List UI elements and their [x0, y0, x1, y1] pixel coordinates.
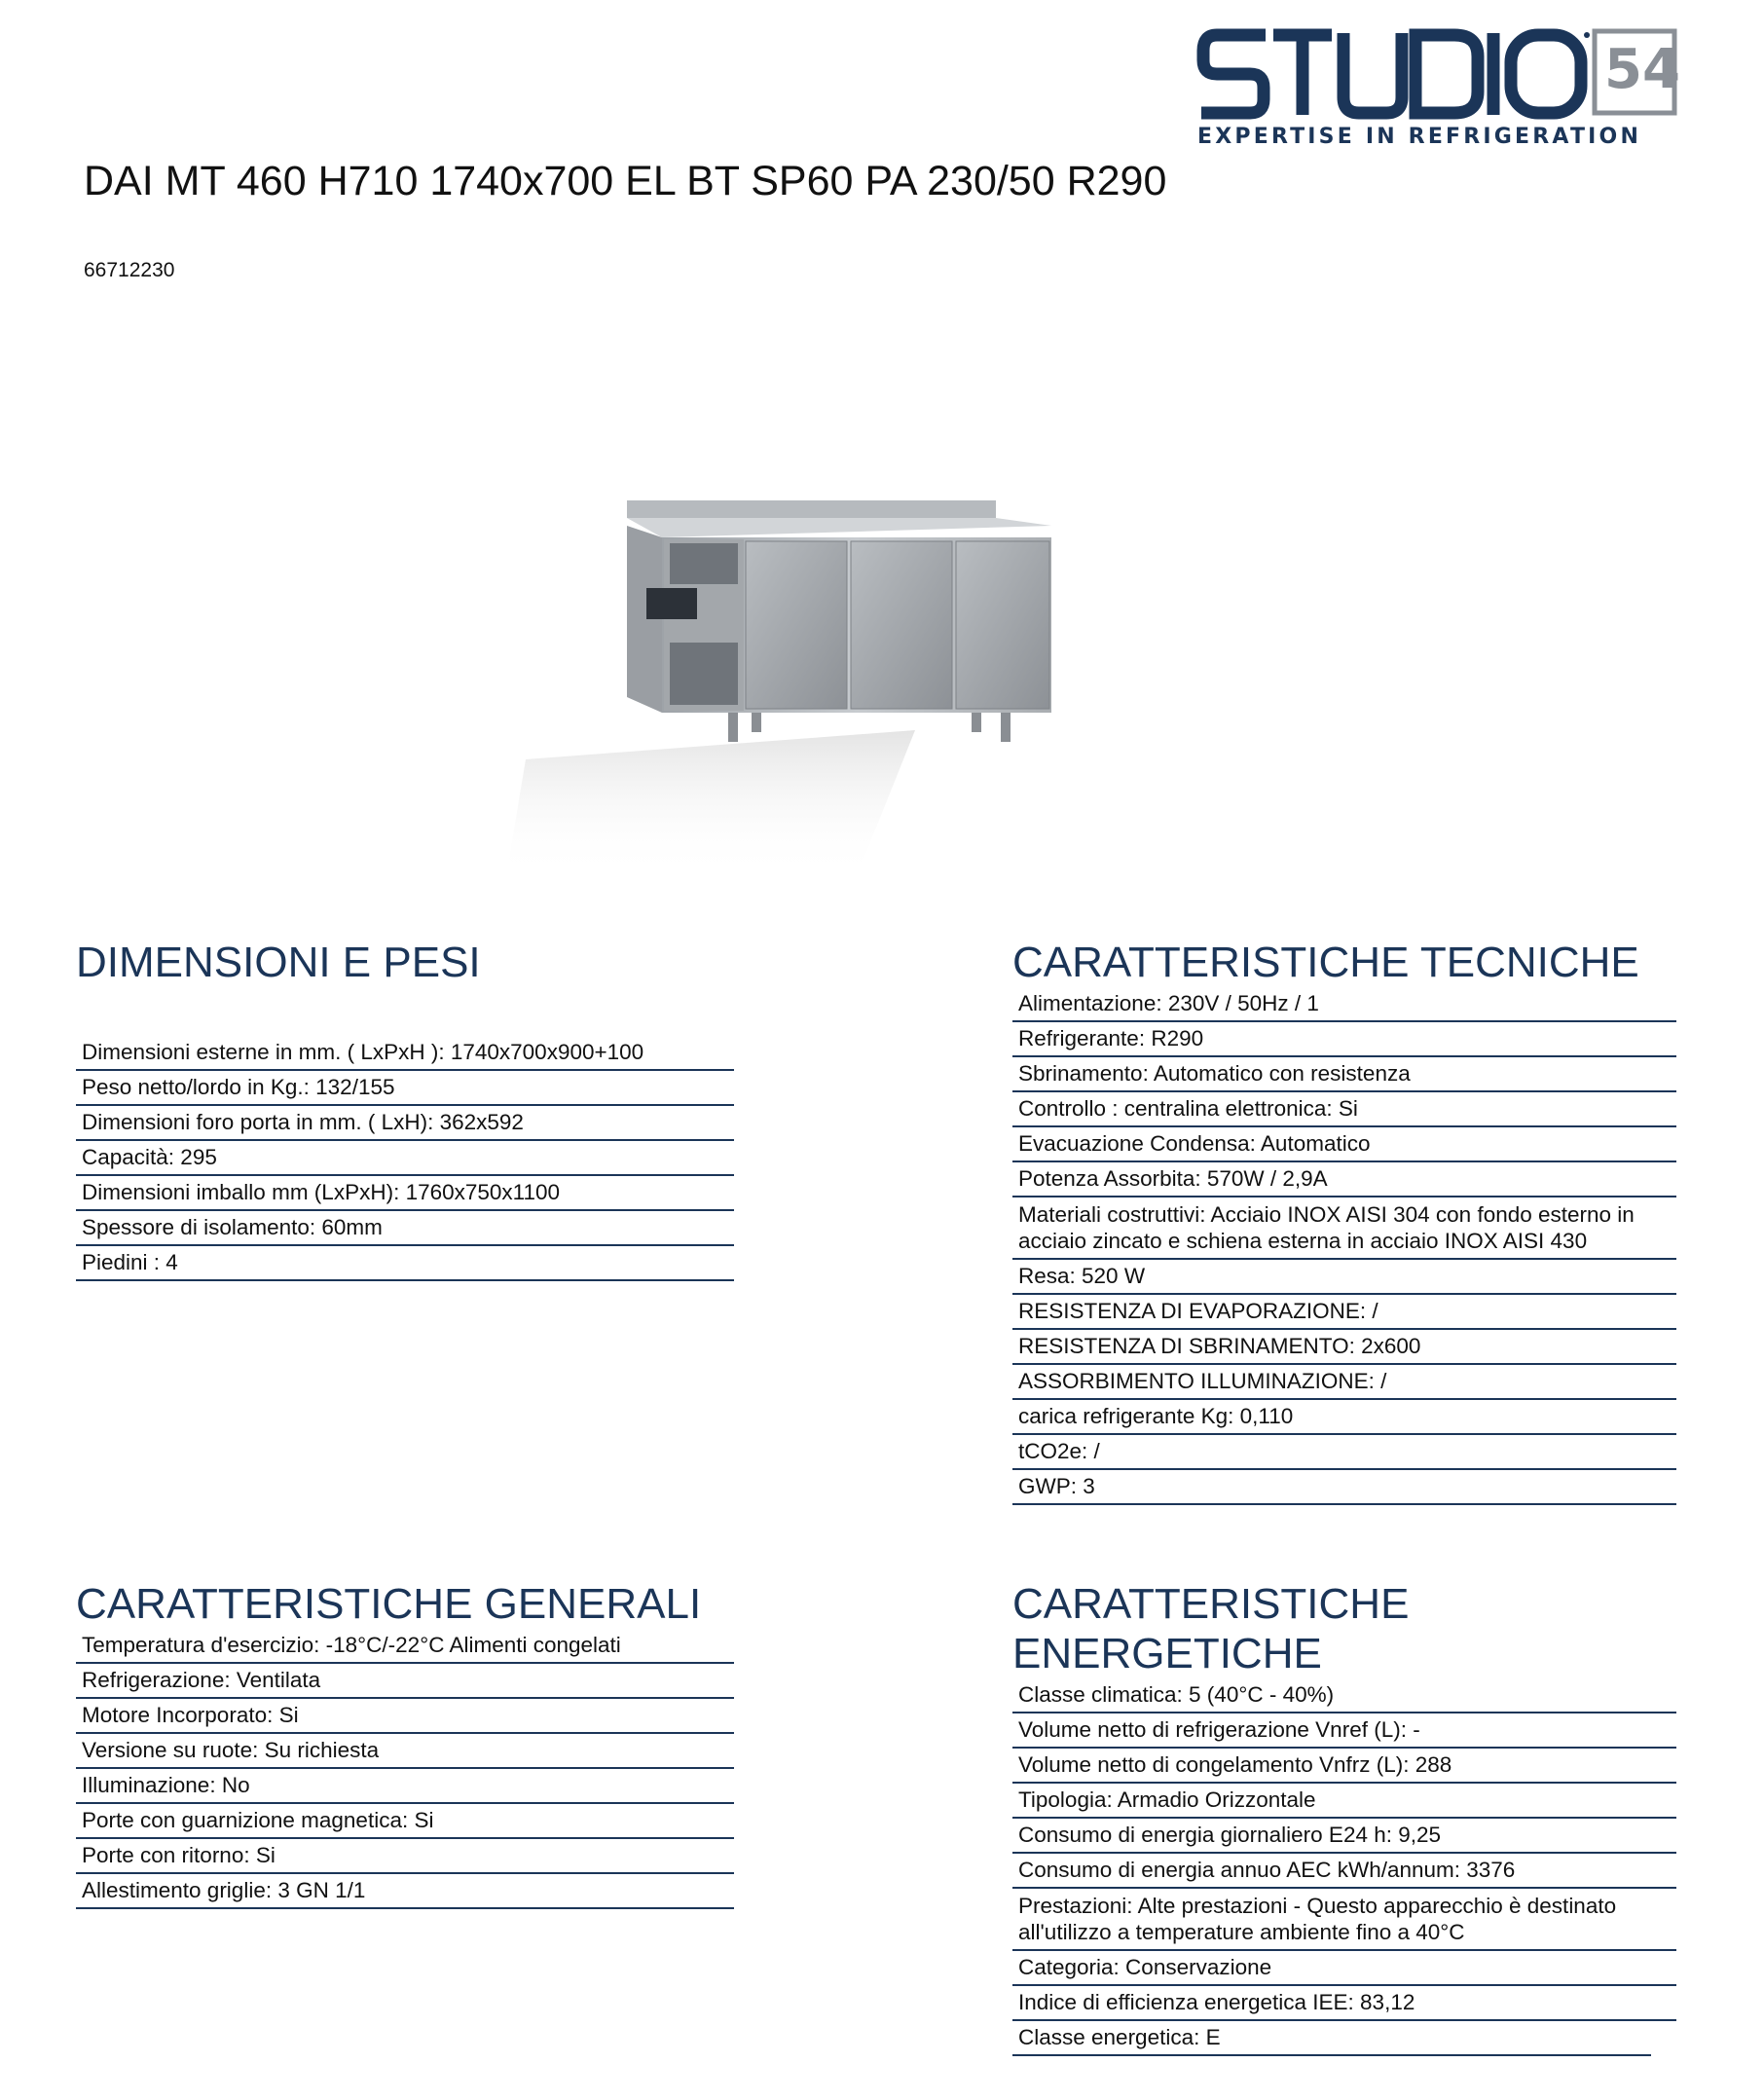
spec-row: Capacità: 295 — [76, 1141, 734, 1176]
section-caratteristiche-generali — [76, 1579, 734, 1909]
brand-tagline: EXPERTISE IN REFRIGERATION — [1197, 125, 1642, 149]
spec-row: Potenza Assorbita: 570W / 2,9A — [1012, 1162, 1676, 1197]
spec-row: Allestimento griglie: 3 GN 1/1 — [76, 1874, 734, 1909]
spec-list — [76, 1036, 734, 1281]
product-title: DAI MT 460 H710 1740x700 EL BT SP60 PA 230/50 R290 — [84, 158, 1167, 204]
spec-row: Volume netto di refrigerazione Vnref (L): - — [1012, 1713, 1676, 1749]
spec-row: Dimensioni foro porta in mm. ( LxH): 362x592 — [76, 1106, 734, 1141]
spec-row: Dimensioni esterne in mm. ( LxPxH ): 1740x700x900+100 — [76, 1036, 734, 1071]
brand-logo — [1195, 27, 1682, 152]
spec-row: Illuminazione: No — [76, 1769, 734, 1804]
spec-list — [1012, 1678, 1676, 2056]
spec-row: tCO2e: / — [1012, 1435, 1676, 1470]
spec-row: RESISTENZA DI SBRINAMENTO: 2x600 — [1012, 1330, 1676, 1365]
spec-row: Temperatura d'esercizio: -18°C/-22°C Alimenti congelati — [76, 1629, 734, 1664]
section-heading: CARATTERISTICHE TECNICHE — [1012, 939, 1639, 986]
section-heading: CARATTERISTICHE GENERALI — [76, 1580, 702, 1628]
spec-row: ASSORBIMENTO ILLUMINAZIONE: / — [1012, 1365, 1676, 1400]
spec-row: carica refrigerante Kg: 0,110 — [1012, 1400, 1676, 1435]
spec-row: Sbrinamento: Automatico con resistenza — [1012, 1057, 1676, 1092]
section-dimensioni-e-pesi — [76, 938, 734, 1281]
spec-row: Categoria: Conservazione — [1012, 1951, 1676, 1986]
section-caratteristiche-tecniche — [1012, 938, 1676, 1505]
spec-row: Classe climatica: 5 (40°C - 40%) — [1012, 1678, 1676, 1713]
svg-text:54: 54 — [1604, 38, 1680, 101]
spec-row: Consumo di energia giornaliero E24 h: 9,25 — [1012, 1819, 1676, 1854]
spec-row: Porte con guarnizione magnetica: Si — [76, 1804, 734, 1839]
spec-row: Prestazioni: Alte prestazioni - Questo apparecchio è destinato all'utilizzo a temperature ambiente fino a 40°C — [1012, 1889, 1676, 1951]
spec-row: Dimensioni imballo mm (LxPxH): 1760x750x1100 — [76, 1176, 734, 1211]
section-heading: CARATTERISTICHE ENERGETICHE — [1012, 1580, 1410, 1677]
spec-row: Refrigerazione: Ventilata — [76, 1664, 734, 1699]
studio54-logo-mark — [1195, 27, 1682, 120]
product-code: 66712230 — [84, 259, 175, 281]
spec-row: Refrigerante: R290 — [1012, 1022, 1676, 1057]
spec-list — [1012, 987, 1676, 1505]
spec-list — [76, 1629, 734, 1909]
spec-row: Indice di efficienza energetica IEE: 83,12 — [1012, 1986, 1676, 2021]
spec-row: Evacuazione Condensa: Automatico — [1012, 1127, 1676, 1162]
product-image — [506, 467, 1090, 915]
section-caratteristiche-energetiche — [1012, 1579, 1676, 2056]
spec-row: Tipologia: Armadio Orizzontale — [1012, 1784, 1676, 1819]
spec-row: Volume netto di congelamento Vnfrz (L): 288 — [1012, 1749, 1676, 1784]
spec-row: Resa: 520 W — [1012, 1260, 1676, 1295]
spec-row: Peso netto/lordo in Kg.: 132/155 — [76, 1071, 734, 1106]
spec-row: GWP: 3 — [1012, 1470, 1676, 1505]
spec-row: Controllo : centralina elettronica: Si — [1012, 1092, 1676, 1127]
spec-row: RESISTENZA DI EVAPORAZIONE: / — [1012, 1295, 1676, 1330]
section-heading: DIMENSIONI E PESI — [76, 939, 481, 986]
spec-row: Porte con ritorno: Si — [76, 1839, 734, 1874]
spec-row: Motore Incorporato: Si — [76, 1699, 734, 1734]
spec-row: Piedini : 4 — [76, 1246, 734, 1281]
spec-row: Alimentazione: 230V / 50Hz / 1 — [1012, 987, 1676, 1022]
spec-row: Versione su ruote: Su richiesta — [76, 1734, 734, 1769]
spec-row: Materiali costruttivi: Acciaio INOX AISI 304 con fondo esterno in acciaio zincato e schiena esterna in acciaio INOX AISI 430 — [1012, 1197, 1676, 1260]
spec-row: Spessore di isolamento: 60mm — [76, 1211, 734, 1246]
spec-row: Classe energetica: E — [1012, 2021, 1651, 2056]
spec-row: Consumo di energia annuo AEC kWh/annum: 3376 — [1012, 1854, 1676, 1889]
